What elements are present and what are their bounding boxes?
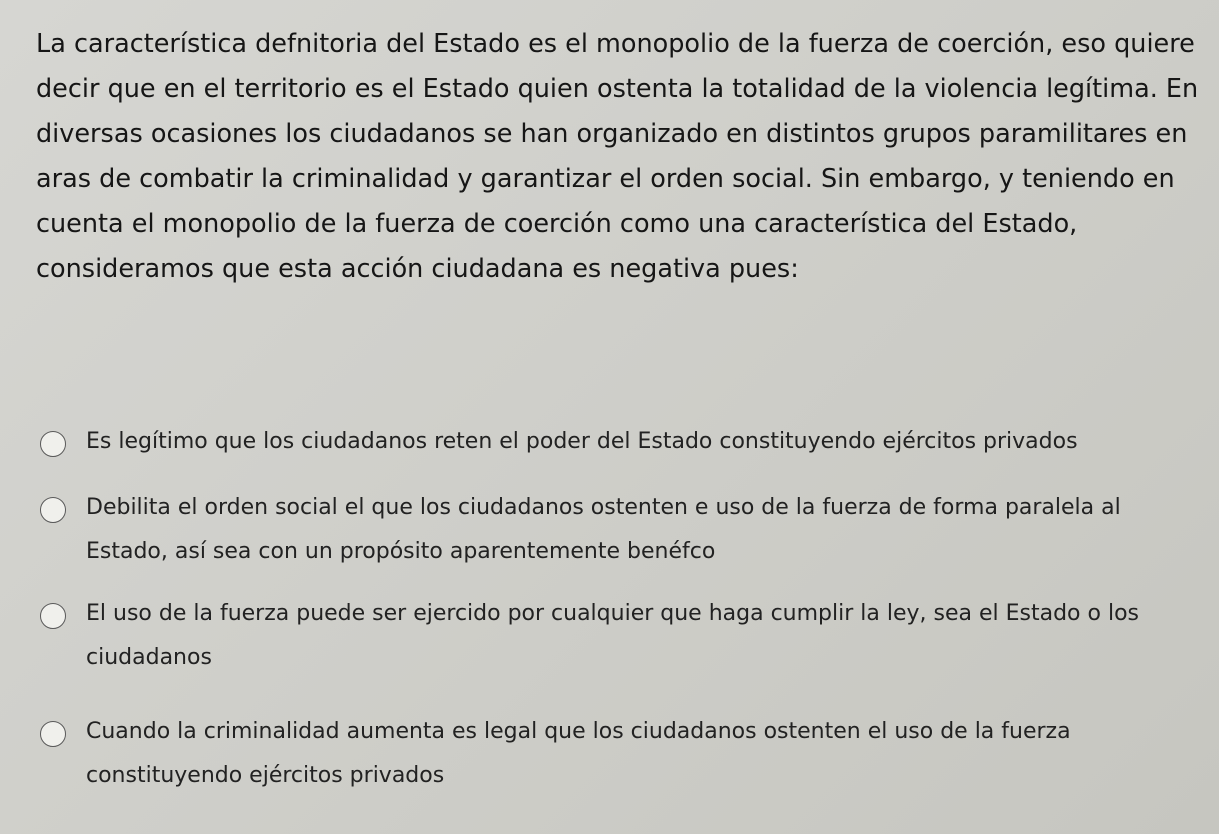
answer-option-label: El uso de la fuerza puede ser ejercido por cualquier que haga cumplir la ley, sea el Estado o los ciudadanos	[86, 601, 1139, 670]
radio-button-icon[interactable]	[40, 497, 66, 523]
answer-option-3[interactable]	[40, 592, 1186, 680]
radio-button-icon[interactable]	[40, 431, 66, 457]
answer-option-label: Es legítimo que los ciudadanos reten el poder del Estado constituyendo ejércitos privados	[86, 429, 1078, 454]
radio-button-icon[interactable]	[40, 721, 66, 747]
answer-option-1[interactable]	[40, 420, 1186, 464]
question-text: La característica defnitoria del Estado es el monopolio de la fuerza de coerción, eso quiere decir que en el territorio es el Estado quien ostenta la totalidad de la violencia legítima. En diversas ocasiones los ciudadanos se han organizado en distintos grupos paramilitares en aras de combatir la criminalidad y garantizar el orden social. Sin embargo, y teniendo en cuenta el monopolio de la fuerza de coerción como una característica del Estado, consideramos que esta acción ciudadana es negativa pues:	[36, 29, 1199, 284]
answer-option-2[interactable]	[40, 486, 1186, 574]
radio-button-icon[interactable]	[40, 603, 66, 629]
answer-option-label: Cuando la criminalidad aumenta es legal que los ciudadanos ostenten el uso de la fuerza constituyendo ejércitos privados	[86, 719, 1071, 788]
answer-option-4[interactable]	[40, 710, 1186, 798]
answer-option-label: Debilita el orden social el que los ciudadanos ostenten e uso de la fuerza de forma paralela al Estado, así sea con un propósito aparentemente benéfco	[86, 495, 1121, 564]
